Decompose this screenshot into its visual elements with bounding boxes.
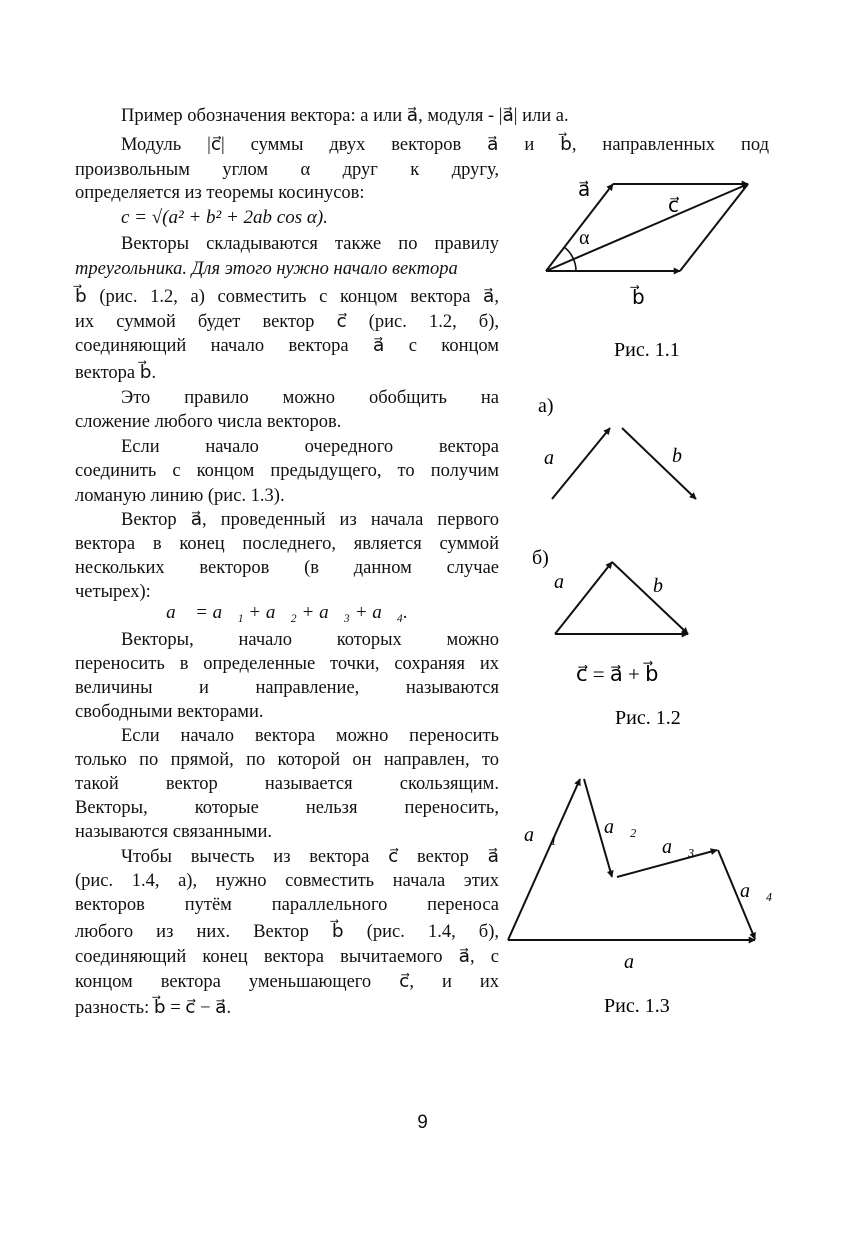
text-line: концом вектора уменьшающего c⃗, и их (75, 972, 499, 992)
text-line: разность: b⃗ = c⃗ − a⃗. (75, 998, 232, 1018)
fig13-label-a3: a⃗₃ (662, 836, 695, 858)
text-line: соединяющий конец вектора вычитаемого a⃗, с (75, 947, 499, 967)
text-line: векторов путём параллельного переноса (75, 895, 499, 915)
figure-1-2 (532, 395, 698, 729)
text-line: свободными векторами. (75, 702, 264, 722)
page-number: 9 (417, 1112, 428, 1133)
modulus-sum-line: Модуль |c⃗| суммы двух векторов a⃗ и b⃗, направленных под (121, 135, 769, 155)
figure-1-1 (546, 179, 748, 361)
text-line: треугольника. Для этого нужно начало вектора (75, 259, 458, 279)
fig13-label-a: a⃗ (624, 951, 650, 973)
text-line: только по прямой, по которой он направлен, то (75, 750, 499, 770)
text-line: Векторы, которые нельзя переносить, (75, 798, 499, 818)
angle-alpha-arc (564, 247, 576, 271)
text-line: Если начало очередного вектора (121, 437, 499, 457)
figure-1-3 (508, 779, 773, 1017)
text-line: четырех): (75, 582, 151, 602)
vector-sum-formula: a⃗ = a⃗₁ + a⃗₂ + a⃗₃ + a⃗₄. (166, 602, 408, 623)
fig12a-label-a: a⃗ (544, 447, 570, 469)
text-line: (рис. 1.4, а), нужно совместить начала этих (75, 871, 499, 891)
fig12-equation: c⃗ = a⃗ + b⃗ (576, 662, 659, 686)
fig13-label-a2: a⃗₂ (604, 816, 637, 838)
fig11-label-b: b⃗ (632, 287, 645, 309)
vector-a1-arrow (508, 779, 580, 940)
fig13-label-a1: a⃗₁ (524, 824, 557, 846)
text-line: вектора b⃗. (75, 363, 157, 383)
text-line: Если начало вектора можно переносить (121, 726, 499, 746)
fig13-label-a4: a⃗₄ (740, 880, 773, 902)
text-line: произвольным углом α друг к другу, (75, 160, 499, 180)
fig12b-label-b: b⃗ (653, 575, 679, 597)
fig12-part-a-label: а) (538, 395, 554, 417)
text-line: такой вектор называется скользящим. (75, 774, 499, 794)
text-line: определяется из теоремы косинусов: (75, 183, 365, 203)
text-line: величины и направление, называются (75, 678, 499, 698)
text-line: переносить в определенные точки, сохраняя их (75, 654, 499, 674)
fig12b-label-a: a⃗ (554, 571, 580, 593)
fig12-part-b-label: б) (532, 547, 549, 569)
figures-panel (500, 150, 845, 1030)
parallelogram-right-edge (680, 184, 748, 271)
text-line: соединить с концом предыдущего, то получим (75, 461, 499, 481)
text-line: Чтобы вычесть из вектора c⃗ вектор a⃗ (121, 847, 499, 867)
fig12a-label-b: b⃗ (672, 445, 698, 467)
text-line: Это правило можно обобщить на (121, 388, 499, 408)
vector-notation-line: Пример обозначения вектора: а или a⃗, модуля - |a⃗| или а. (121, 106, 569, 126)
text-line: соединяющий начало вектора a⃗ с концом (75, 336, 499, 356)
fig13-caption: Рис. 1.3 (604, 995, 670, 1017)
text-line: Векторы, начало которых можно (121, 630, 499, 650)
fig12-caption: Рис. 1.2 (615, 707, 681, 729)
text-line: Векторы складываются также по правилу (121, 234, 499, 254)
text-line: любого из них. Вектор b⃗ (рис. 1.4, б), (75, 922, 499, 942)
text-line: ломаную линию (рис. 1.3). (75, 486, 285, 506)
text-line: b⃗ (рис. 1.2, а) совместить с концом вектора a⃗, (75, 287, 499, 307)
text-line: Вектор a⃗, проведенный из начала первого (121, 510, 499, 530)
fig11-label-c: c⃗ (668, 195, 679, 217)
text-line: называются связанными. (75, 822, 272, 842)
fig11-label-a: a⃗ (578, 179, 591, 201)
fig11-caption: Рис. 1.1 (614, 339, 680, 361)
fig11-label-alpha: α (579, 227, 590, 249)
cosine-theorem-formula: c = √(a² + b² + 2ab cos α). (121, 207, 328, 228)
text-line: вектора в конец последнего, является суммой (75, 534, 499, 554)
text-line: сложение любого числа векторов. (75, 412, 342, 432)
text-line: нескольких векторов (в данном случае (75, 558, 499, 578)
text-line: их суммой будет вектор c⃗ (рис. 1.2, б), (75, 312, 499, 332)
vector-c-diagonal (546, 184, 748, 271)
fig12b-vector-b (612, 562, 688, 634)
